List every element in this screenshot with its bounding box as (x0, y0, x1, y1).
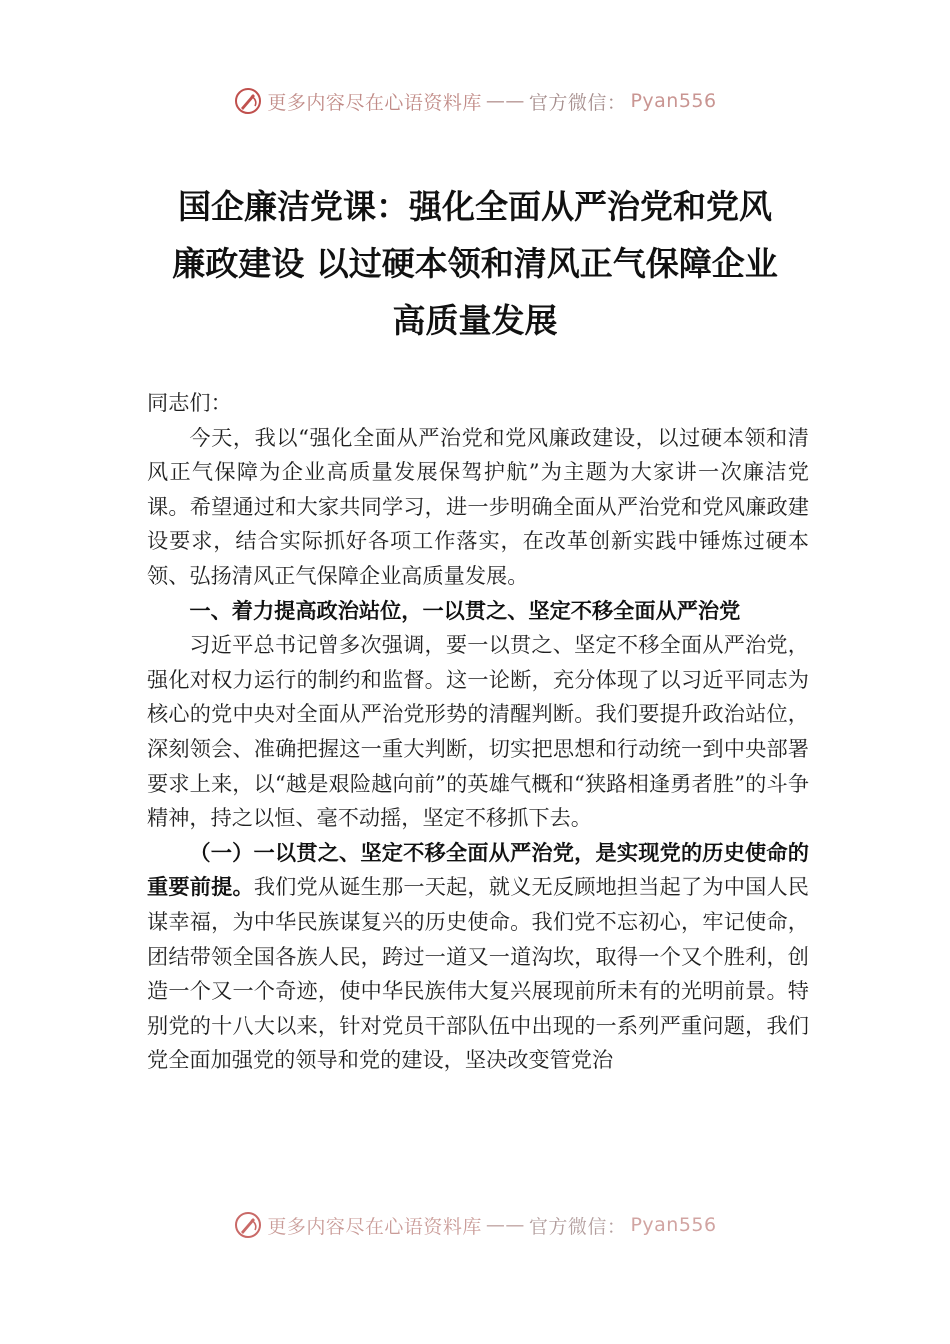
pen-leaf-logo-icon (233, 1210, 263, 1240)
watermark-wechat-label: 官方微信： (528, 91, 627, 114)
watermark-wechat-id: Pyan556 (630, 90, 717, 112)
subsection-1-heading: （一）一以贯之、坚定不移全面从严治党，是实现党的历史使命的重要前提。 (147, 839, 809, 900)
title-line-1: 国企廉洁党课：强化全面从严治党和党风 (178, 187, 772, 226)
subsection-1-text: 我们党从诞生那一天起，就义无反顾地担当起了为中国人民谋幸福，为中华民族谋复兴的历史使命。我们党不忘初心，牢记使命，团结带领全国各族人民，跨过一道又一道沟坎，取得一个又个胜利，创造一个又一个奇迹，使中华民族伟大复兴展现前所未有的光明前景。特别党的十八大以来，针对党员干部队伍中出现的一系列严重问题，我们党全面加强党的领导和党的建设，坚决改变管党治 (147, 874, 809, 1073)
intro-paragraph: 今天，我以“强化全面从严治党和党风廉政建设，以过硬本领和清风正气保障为企业高质量发展保驾护航”为主题为大家讲一次廉洁党课。希望通过和大家共同学习，进一步明确全面从严治党和党风廉政建设要求，结合实际抓好各项工作落实，在改革创新实践中锤炼过硬本领、弘扬清风正气保障企业高质量发展。 (147, 424, 809, 588)
document-title (120, 178, 830, 349)
watermark-main-text: 更多内容尽在心语资料库 (267, 91, 482, 114)
title-line-2: 廉政建设 以过硬本领和清风正气保障企业 (172, 244, 778, 283)
watermark-wechat-label: 官方微信： (528, 1215, 627, 1238)
watermark-separator: —— (485, 90, 525, 112)
section-1-heading: 一、着力提高政治站位，一以贯之、坚定不移全面从严治党 (189, 597, 741, 623)
section-1-paragraph: 习近平总书记曾多次强调，要一以贯之、坚定不移全面从严治党，强化对权力运行的制约和监督。这一论断，充分体现了以习近平同志为核心的党中央对全面从严治党形势的清醒判断。我们要提升政治站位，深刻领会、准确把握这一重大判断，切实把思想和行动统一到中央部署要求上来，以“越是艰险越向前”的英雄气概和“狭路相逢勇者胜”的斗争精神，持之以恒、毫不动摇，坚定不移抓下去。 (147, 632, 809, 831)
subsection-1-paragraph (147, 836, 809, 1078)
title-line-3: 高质量发展 (392, 301, 558, 340)
document-body (147, 386, 809, 1078)
watermark-footer (0, 1210, 950, 1240)
pen-leaf-logo-icon (233, 86, 263, 116)
salutation: 同志们： (147, 390, 232, 415)
watermark-separator: —— (485, 1214, 525, 1236)
watermark-header (0, 86, 950, 116)
watermark-main-text: 更多内容尽在心语资料库 (267, 1215, 482, 1238)
watermark-wechat-id: Pyan556 (630, 1214, 717, 1236)
